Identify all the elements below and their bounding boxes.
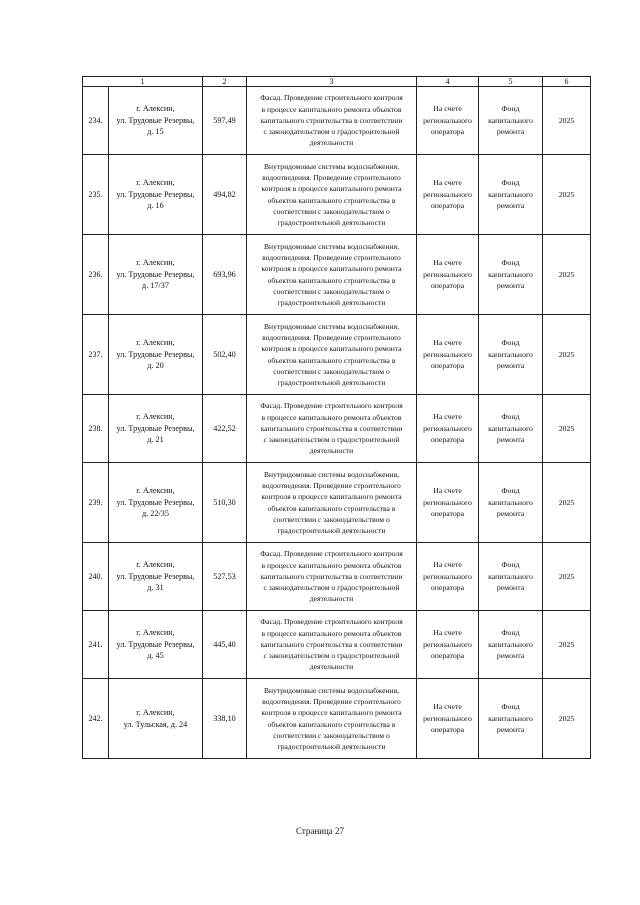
work-description-line: Внутридомовые системы водоснабжения, — [263, 469, 400, 479]
account-line: На счете — [433, 412, 462, 422]
account-line: На счете — [433, 104, 462, 114]
work-description-line: в процессе капитального ремонта объектов — [261, 104, 402, 114]
work-description-line: с законодательством о градостроительной — [263, 651, 400, 661]
fund-line: Фонд — [501, 258, 520, 268]
work-description-line: градостроительной деятельности — [277, 377, 386, 387]
work-description-cell — [247, 611, 417, 679]
fund-line: ремонта — [496, 725, 525, 735]
address-city: г. Алексин, — [136, 258, 175, 268]
work-description-line: капитального строительства в соответствии — [260, 423, 403, 433]
fund-line: капитального — [488, 571, 533, 581]
row-number-cell: 239. — [83, 463, 109, 543]
work-description-line: в процессе капитального ремонта объектов — [261, 628, 402, 638]
fund-line: ремонта — [496, 651, 525, 661]
header-cell-3: 3 — [247, 77, 417, 87]
account-line: регионального — [423, 189, 472, 199]
work-description-line: контроля в процессе капитального ремонта — [261, 344, 402, 354]
account-line: регионального — [423, 571, 472, 581]
fund-cell — [479, 315, 543, 395]
header-cell-4: 4 — [417, 77, 479, 87]
address-city: г. Алексин, — [136, 338, 175, 348]
work-description-line: деятельности — [309, 662, 354, 672]
account-line: оператора — [430, 361, 465, 371]
address-street: ул. Трудовые Резервы, — [116, 639, 195, 649]
work-description-cell — [247, 87, 417, 155]
work-description-line: контроля в процессе капитального ремонта — [261, 264, 402, 274]
address-house: д. 45 — [147, 651, 164, 661]
work-description-line: Внутридомовые системы водоснабжения, — [263, 321, 400, 331]
works-table-container — [82, 76, 590, 759]
table-row — [83, 679, 591, 759]
table-body — [83, 87, 591, 759]
work-description-line: соответствии с законодательством о — [273, 366, 390, 376]
work-description-line: с законодательством о градостроительной — [263, 435, 400, 445]
work-description-line: контроля в процессе капитального ремонта — [261, 708, 402, 718]
work-description-line: объектов капитального строительства в — [267, 503, 396, 513]
work-description-line: капитального строительства в соответствии — [260, 639, 403, 649]
area-cell: 527,53 — [203, 543, 247, 611]
work-description-line: водоотведения. Проведение строительного — [262, 173, 401, 183]
address-cell — [109, 611, 203, 679]
works-table — [82, 76, 591, 759]
work-description-cell — [247, 679, 417, 759]
work-description-line: водоотведения. Проведение строительного — [262, 333, 401, 343]
account-line: На счете — [433, 178, 462, 188]
account-line: оператора — [430, 651, 465, 661]
table-row — [83, 463, 591, 543]
work-description-line: контроля в процессе капитального ремонта — [261, 184, 402, 194]
work-description-line: в процессе капитального ремонта объектов — [261, 412, 402, 422]
header-cell-1: 1 — [83, 77, 203, 87]
area-cell: 338,10 — [203, 679, 247, 759]
table-row — [83, 155, 591, 235]
year-cell: 2025 — [543, 463, 591, 543]
fund-line: Фонд — [501, 486, 520, 496]
work-description-line: Фасад. Проведение строительного контроля — [260, 617, 403, 627]
address-street: ул. Трудовые Резервы, — [116, 497, 195, 507]
fund-cell — [479, 463, 543, 543]
address-street: ул. Тульская, д. 24 — [123, 719, 188, 729]
account-cell — [417, 395, 479, 463]
account-line: На счете — [433, 560, 462, 570]
work-description-line: объектов капитального строительства в — [267, 719, 396, 729]
table-row — [83, 395, 591, 463]
work-description-line: Фасад. Проведение строительного контроля — [260, 401, 403, 411]
fund-line: капитального — [488, 269, 533, 279]
header-cell-5: 5 — [479, 77, 543, 87]
fund-line: Фонд — [501, 104, 520, 114]
table-row — [83, 543, 591, 611]
work-description-line: водоотведения. Проведение строительного — [262, 697, 401, 707]
work-description-line: объектов капитального строительства в — [267, 195, 396, 205]
account-cell — [417, 463, 479, 543]
work-description-line: деятельности — [309, 446, 354, 456]
row-number-cell: 241. — [83, 611, 109, 679]
work-description-line: соответствии с законодательством о — [273, 206, 390, 216]
work-description-line: объектов капитального строительства в — [267, 275, 396, 285]
fund-cell — [479, 543, 543, 611]
work-description-cell — [247, 543, 417, 611]
row-number-cell: 236. — [83, 235, 109, 315]
fund-line: капитального — [488, 497, 533, 507]
account-line: На счете — [433, 258, 462, 268]
fund-line: ремонта — [496, 509, 525, 519]
work-description-line: деятельности — [309, 594, 354, 604]
address-street: ул. Трудовые Резервы, — [116, 349, 195, 359]
work-description-line: объектов капитального строительства в — [267, 355, 396, 365]
area-cell: 510,30 — [203, 463, 247, 543]
header-cell-6: 6 — [543, 77, 591, 87]
year-cell: 2025 — [543, 235, 591, 315]
area-cell: 693,96 — [203, 235, 247, 315]
fund-cell — [479, 235, 543, 315]
account-cell — [417, 315, 479, 395]
work-description-line: водоотведения. Проведение строительного — [262, 253, 401, 263]
address-cell — [109, 87, 203, 155]
row-number-cell: 235. — [83, 155, 109, 235]
work-description-line: водоотведения. Проведение строительного — [262, 481, 401, 491]
address-city: г. Алексин, — [136, 560, 175, 570]
address-house: д. 31 — [147, 583, 164, 593]
account-line: регионального — [423, 349, 472, 359]
fund-line: Фонд — [501, 178, 520, 188]
address-city: г. Алексин, — [136, 104, 175, 114]
fund-line: Фонд — [501, 628, 520, 638]
work-description-line: Внутридомовые системы водоснабжения, — [263, 685, 400, 695]
fund-cell — [479, 395, 543, 463]
address-street: ул. Трудовые Резервы, — [116, 269, 195, 279]
work-description-line: деятельности — [309, 138, 354, 148]
account-line: регионального — [423, 269, 472, 279]
fund-cell — [479, 87, 543, 155]
page-number: Страница 27 — [295, 826, 345, 836]
area-cell: 422,52 — [203, 395, 247, 463]
work-description-cell — [247, 395, 417, 463]
account-cell — [417, 155, 479, 235]
work-description-line: соответствии с законодательством о — [273, 514, 390, 524]
address-city: г. Алексин, — [136, 708, 175, 717]
fund-line: капитального — [488, 639, 533, 649]
work-description-line: градостроительной деятельности — [277, 217, 386, 227]
account-line: оператора — [430, 725, 465, 735]
area-cell: 445,40 — [203, 611, 247, 679]
fund-line: ремонта — [496, 201, 525, 211]
address-cell — [109, 235, 203, 315]
account-line: оператора — [430, 281, 465, 291]
work-description-cell — [247, 155, 417, 235]
year-cell: 2025 — [543, 611, 591, 679]
work-description-line: соответствии с законодательством о — [273, 730, 390, 740]
account-cell — [417, 87, 479, 155]
fund-cell — [479, 679, 543, 759]
year-cell: 2025 — [543, 543, 591, 611]
work-description-line: градостроительной деятельности — [277, 297, 386, 307]
address-cell — [109, 679, 203, 759]
work-description-cell — [247, 235, 417, 315]
account-line: На счете — [433, 338, 462, 348]
header-cell-2: 2 — [203, 77, 247, 87]
account-line: На счете — [433, 486, 462, 496]
work-description-line: соответствии с законодательством о — [273, 286, 390, 296]
row-number-cell: 234. — [83, 87, 109, 155]
address-house: д. 22/35 — [142, 509, 169, 519]
address-house: д. 20 — [147, 361, 164, 371]
account-line: регионального — [423, 115, 472, 125]
fund-line: ремонта — [496, 435, 525, 445]
account-line: оператора — [430, 435, 465, 445]
work-description-line: Фасад. Проведение строительного контроля — [260, 549, 403, 559]
account-cell — [417, 679, 479, 759]
account-line: оператора — [430, 201, 465, 211]
fund-cell — [479, 611, 543, 679]
fund-line: ремонта — [496, 583, 525, 593]
year-cell: 2025 — [543, 679, 591, 759]
fund-cell — [479, 155, 543, 235]
account-cell — [417, 235, 479, 315]
year-cell: 2025 — [543, 315, 591, 395]
address-street: ул. Трудовые Резервы, — [116, 115, 195, 125]
work-description-line: с законодательством о градостроительной — [263, 583, 400, 593]
work-description-line: капитального строительства в соответствии — [260, 571, 403, 581]
account-line: регионального — [423, 639, 472, 649]
fund-line: капитального — [488, 349, 533, 359]
table-row — [83, 87, 591, 155]
fund-line: ремонта — [496, 361, 525, 371]
fund-line: Фонд — [501, 702, 520, 712]
account-line: На счете — [433, 702, 462, 712]
table-row — [83, 235, 591, 315]
fund-line: капитального — [488, 713, 533, 723]
work-description-line: в процессе капитального ремонта объектов — [261, 560, 402, 570]
work-description-cell — [247, 315, 417, 395]
work-description-line: капитального строительства в соответствии — [260, 115, 403, 125]
work-description-line: Внутридомовые системы водоснабжения, — [263, 161, 400, 171]
account-line: регионального — [423, 423, 472, 433]
account-line: оператора — [430, 583, 465, 593]
address-street: ул. Трудовые Резервы, — [116, 571, 195, 581]
work-description-cell — [247, 463, 417, 543]
row-number-cell: 242. — [83, 679, 109, 759]
account-line: На счете — [433, 628, 462, 638]
fund-line: Фонд — [501, 560, 520, 570]
address-city: г. Алексин, — [136, 412, 175, 422]
row-number-cell: 237. — [83, 315, 109, 395]
account-cell — [417, 611, 479, 679]
address-cell — [109, 155, 203, 235]
fund-line: ремонта — [496, 127, 525, 137]
account-line: регионального — [423, 497, 472, 507]
fund-line: капитального — [488, 189, 533, 199]
row-number-cell: 240. — [83, 543, 109, 611]
fund-line: Фонд — [501, 412, 520, 422]
row-number-cell: 238. — [83, 395, 109, 463]
table-row — [83, 611, 591, 679]
fund-line: ремонта — [496, 281, 525, 291]
area-cell: 494,82 — [203, 155, 247, 235]
area-cell: 597,49 — [203, 87, 247, 155]
account-cell — [417, 543, 479, 611]
address-city: г. Алексин, — [136, 178, 175, 188]
account-line: регионального — [423, 713, 472, 723]
address-city: г. Алексин, — [136, 628, 175, 638]
table-row — [83, 315, 591, 395]
work-description-line: контроля в процессе капитального ремонта — [261, 492, 402, 502]
address-street: ул. Трудовые Резервы, — [116, 423, 195, 433]
address-house: д. 15 — [147, 127, 164, 137]
year-cell: 2025 — [543, 155, 591, 235]
year-cell: 2025 — [543, 87, 591, 155]
year-cell: 2025 — [543, 395, 591, 463]
account-line: оператора — [430, 127, 465, 137]
work-description-line: Фасад. Проведение строительного контроля — [260, 93, 403, 103]
area-cell: 502,40 — [203, 315, 247, 395]
work-description-line: градостроительной деятельности — [277, 525, 386, 535]
address-city: г. Алексин, — [136, 486, 175, 496]
address-cell — [109, 463, 203, 543]
table-header-row — [83, 77, 591, 87]
work-description-line: градостроительной деятельности — [277, 741, 386, 751]
fund-line: Фонд — [501, 338, 520, 348]
fund-line: капитального — [488, 115, 533, 125]
fund-line: капитального — [488, 423, 533, 433]
account-line: оператора — [430, 509, 465, 519]
address-house: д. 17/37 — [142, 281, 169, 291]
work-description-line: Внутридомовые системы водоснабжения, — [263, 241, 400, 251]
address-street: ул. Трудовые Резервы, — [116, 189, 195, 199]
address-cell — [109, 543, 203, 611]
address-cell — [109, 315, 203, 395]
address-house: д. 16 — [147, 201, 164, 211]
work-description-line: с законодательством о градостроительной — [263, 127, 400, 137]
address-cell — [109, 395, 203, 463]
address-house: д. 21 — [147, 435, 164, 445]
